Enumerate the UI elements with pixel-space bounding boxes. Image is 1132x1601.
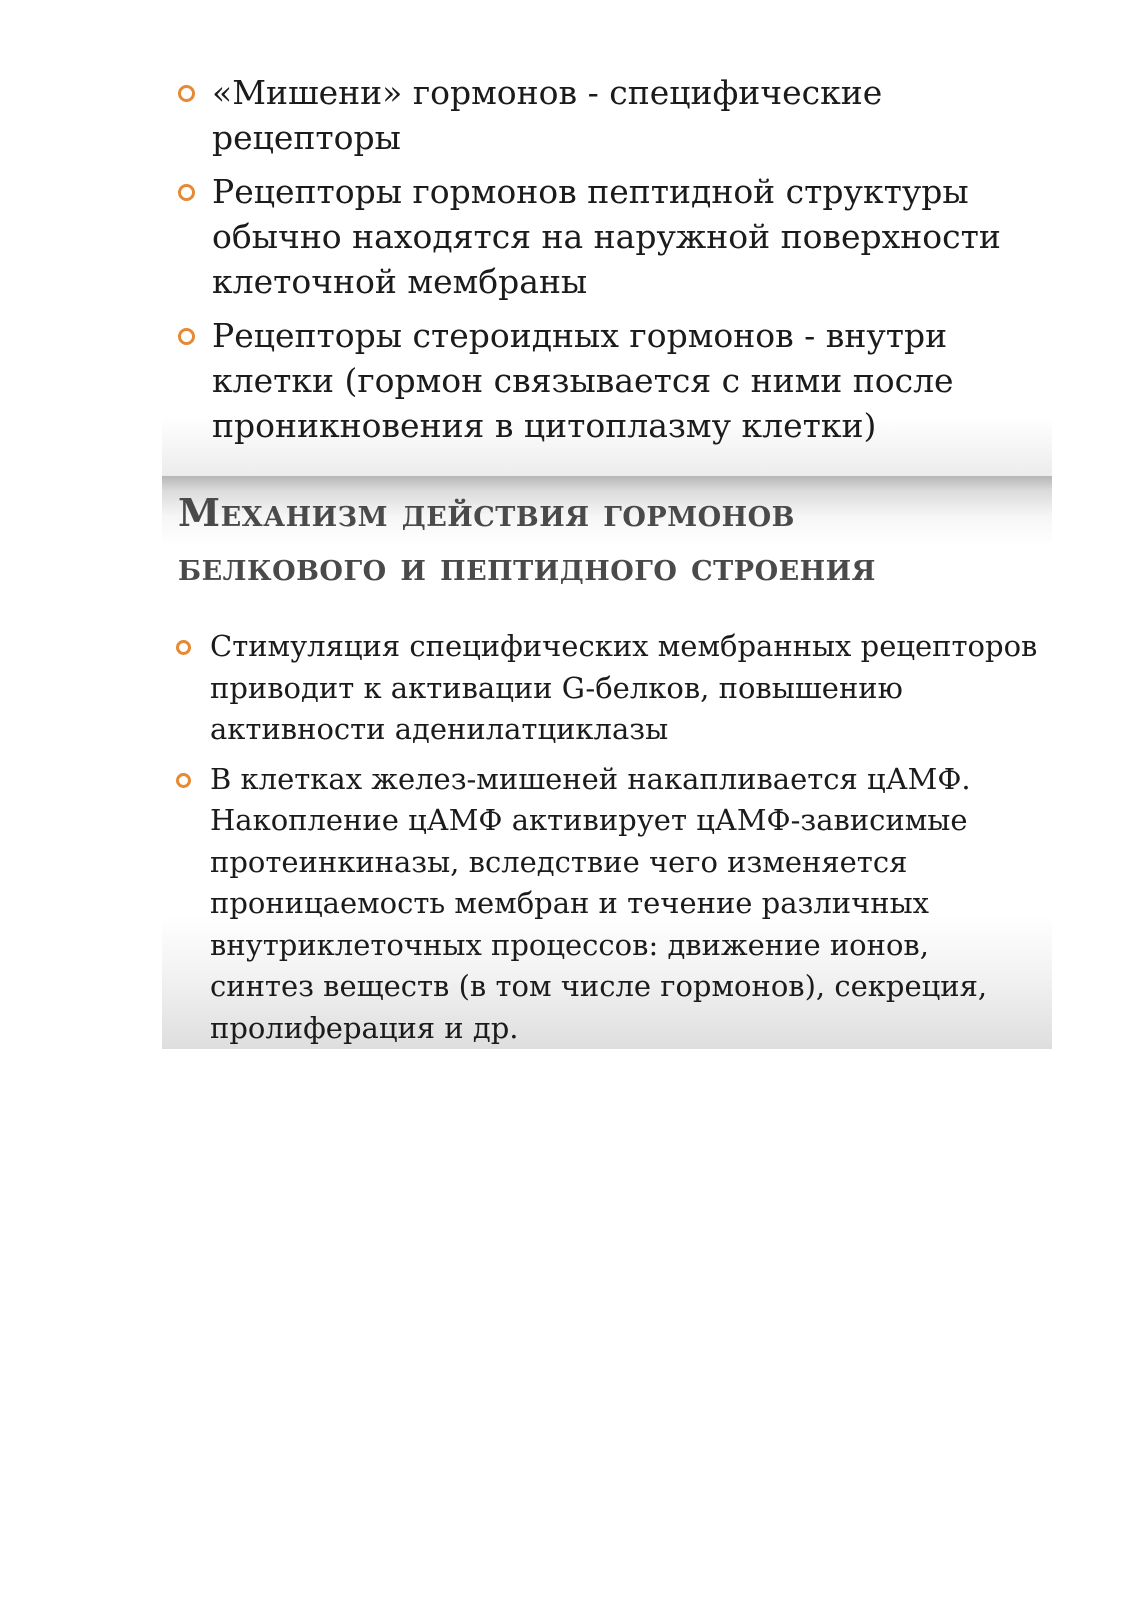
slide-receptors <box>162 56 1052 476</box>
circle-bullet-icon <box>178 85 195 102</box>
circle-bullet-icon <box>178 328 195 345</box>
bullet-text: Стимуляция специфических мембранных рецепторов приводит к активации G-белков, повышению активности аденилатциклазы <box>210 629 1038 746</box>
receptors-bullet-list <box>212 70 1042 457</box>
list-item <box>210 626 1040 751</box>
list-item <box>210 759 1040 1050</box>
list-item <box>212 313 1042 448</box>
mechanism-bullet-list <box>210 626 1040 1057</box>
list-item <box>212 70 1042 160</box>
bullet-text: В клетках желез-мишеней накапливается цАМФ. Накопление цАМФ активирует цАМФ-зависимые протеинкиназы, вследствие чего изменяется проницаемость мембран и течение различных внутриклеточных процессов: движение ионов, синтез веществ (в том числе гормонов), секреция, пролиферация и др. <box>210 761 988 1045</box>
bullet-text: Рецепторы стероидных гормонов - внутри клетки (гормон связывается с ними после проникновения в цитоплазму клетки) <box>212 316 954 445</box>
circle-bullet-icon <box>176 773 191 788</box>
circle-bullet-icon <box>176 640 191 655</box>
bullet-text: Рецепторы гормонов пептидной структуры обычно находятся на наружной поверхности клеточной мембраны <box>212 172 1001 301</box>
slide-title: Механизм действия гормонов белкового и пептидного строения <box>178 490 876 589</box>
list-item <box>212 169 1042 304</box>
bullet-text: «Мишени» гормонов - специфические рецепторы <box>212 73 883 157</box>
slide-mechanism <box>162 476 1052 1049</box>
circle-bullet-icon <box>178 184 195 201</box>
